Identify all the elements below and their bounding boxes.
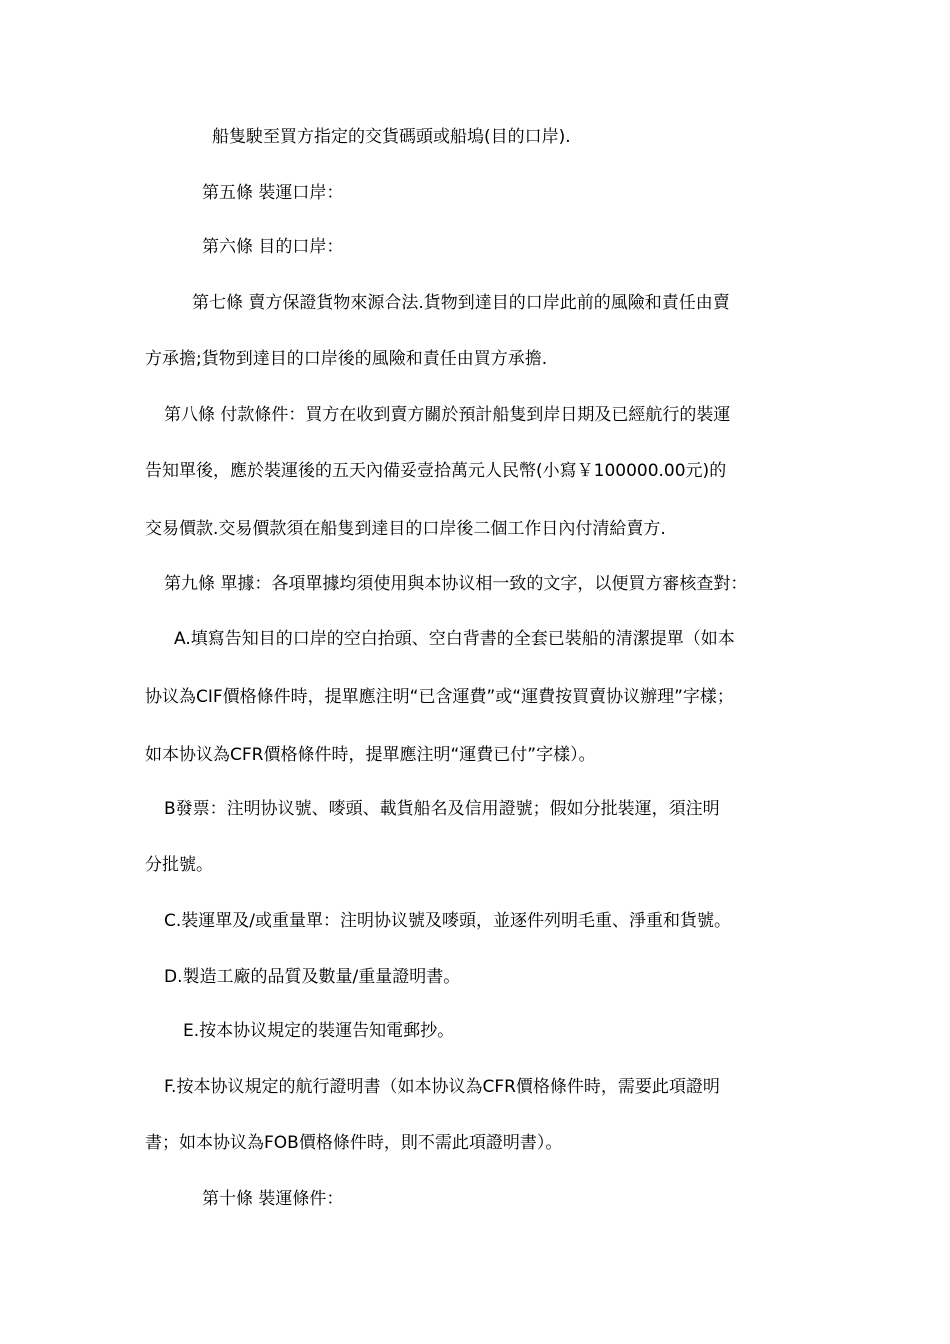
item-f-line-1: F.按本协议規定的航行證明書（如本协议為CFR價格條件時，需要此項證明 bbox=[164, 1077, 720, 1097]
article-8-line-2: 告知單後，應於裝運後的五天內備妥壹拾萬元人民幣(小寫￥100000.00元)的 bbox=[145, 461, 727, 481]
item-b-line-1: B發票：注明协议號、嘜頭、載貨船名及信用證號；假如分批裝運，須注明 bbox=[164, 799, 720, 819]
article-7-line-2: 方承擔;貨物到達目的口岸後的風險和責任由買方承擔. bbox=[145, 349, 548, 369]
article-7-line-1: 第七條 賣方保證貨物來源合法.貨物到達目的口岸此前的風險和責任由賣 bbox=[192, 293, 730, 313]
article-10-heading: 第十條 裝運條件： bbox=[202, 1189, 344, 1209]
item-e-line: E.按本协议規定的裝運告知電郵抄。 bbox=[183, 1021, 455, 1041]
text-line-1: 船隻駛至買方指定的交貨碼頭或船塢(目的口岸). bbox=[212, 127, 571, 147]
item-a-line-1: A.填寫告知目的口岸的空白抬頭、空白背書的全套已裝船的清潔提單（如本 bbox=[174, 629, 735, 649]
item-a-line-3: 如本协议為CFR價格條件時，提單應注明“運費已付”字樣）。 bbox=[145, 745, 596, 765]
item-f-line-2: 書；如本协议為FOB價格條件時，則不需此項證明書）。 bbox=[145, 1133, 563, 1153]
article-8-line-3: 交易價款.交易價款須在船隻到達目的口岸後二個工作日內付清給賣方. bbox=[145, 519, 666, 539]
item-c-line: C.裝運單及/或重量單：注明协议號及嘜頭，並逐件列明毛重、淨重和貨號。 bbox=[164, 911, 731, 931]
article-8-line-1: 第八條 付款條件：買方在收到賣方關於預計船隻到岸日期及已經航行的裝運 bbox=[164, 405, 731, 425]
article-5-heading: 第五條 裝運口岸： bbox=[202, 183, 344, 203]
article-9-line-1: 第九條 單據：各項單據均須使用與本协议相一致的文字，以便買方審核查對： bbox=[164, 574, 748, 594]
item-a-line-2: 协议為CIF價格條件時，提單應注明“已含運費”或“運費按買賣协议辦理”字樣； bbox=[145, 687, 734, 707]
article-6-heading: 第六條 目的口岸： bbox=[202, 237, 344, 257]
item-d-line: D.製造工廠的品質及數量/重量證明書。 bbox=[164, 967, 461, 987]
item-b-line-2: 分批號。 bbox=[145, 855, 213, 875]
